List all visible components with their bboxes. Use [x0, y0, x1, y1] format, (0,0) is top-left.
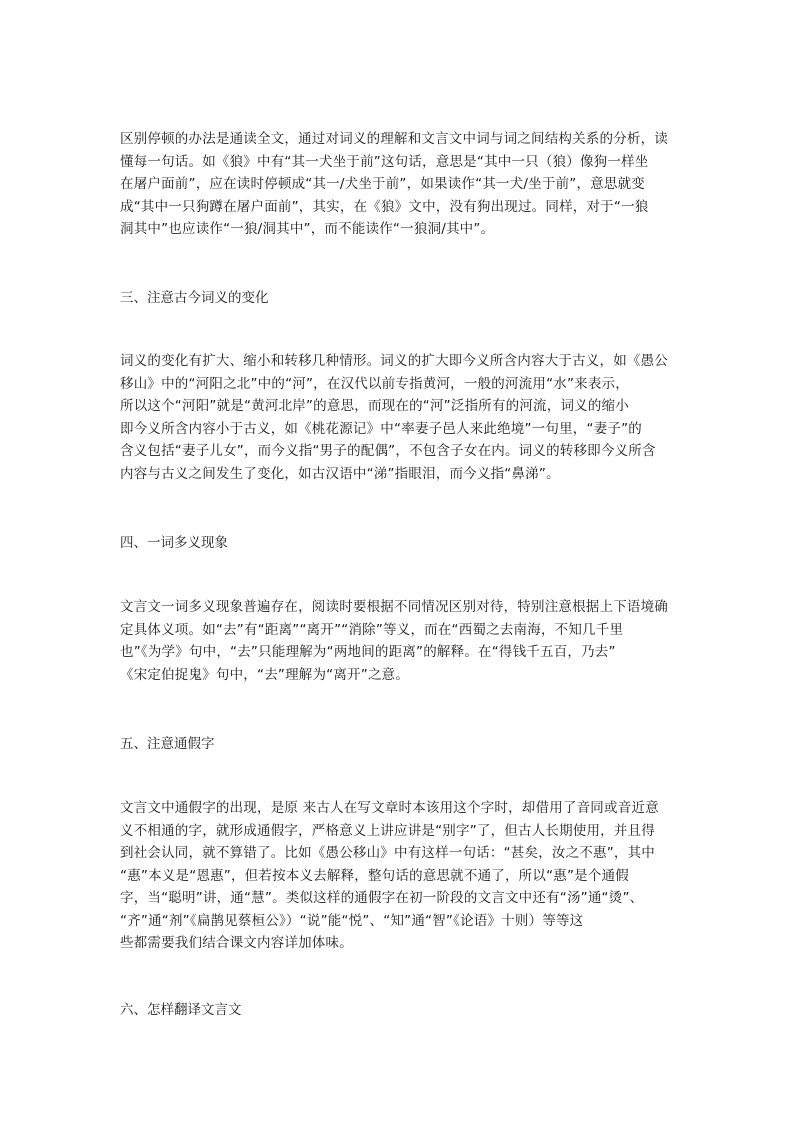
- text-line: “惠”本义是“恩惠”，但若按本义去解释，整句话的意思就不通了，所以“惠”是个通假: [120, 867, 629, 884]
- text-line: 字，当“聪明”讲，通“慧”。类似这样的通假字在初一阶段的文言文中还有“汤”通“烫”、: [120, 890, 644, 906]
- text-line: 区别停顿的办法是通读全文，通过对词义的理解和文言文中词与词之间结构关系的分析，读: [120, 131, 668, 147]
- text-line: 即今义所含内容小于古义，如《桃花源记》中“率妻子邑人来此绝境”一句里，“妻子”的: [120, 420, 642, 437]
- section-heading-5: 五、注意通假字: [120, 736, 215, 752]
- text-line: 内容与古义之间发生了变化，如古汉语中“涕”指眼泪，而今义指“鼻涕”。: [120, 465, 560, 482]
- text-line: 文言文一词多义现象普遍存在，阅读时要根据不同情况区别对待，特别注意根据上下语境确: [120, 599, 668, 615]
- text-line: 懂每一句话。如《狼》中有“其一犬坐于前”这句话，意思是“其中一只（狼）像狗一样坐: [120, 153, 649, 170]
- text-line: 成“其中一只狗蹲在屠户面前”，其实，在《狼》文中，没有狗出现过。同样，对于“一狼: [120, 198, 649, 215]
- paragraph-interchangeable-characters: [120, 797, 676, 955]
- section-heading-3: 三、注意古今词义的变化: [120, 290, 269, 306]
- text-line: “齐”通“剂”《扁鹊见蔡桓公》）“说”能“悦”、“知”通“智”《论语》十则）等等这: [120, 912, 584, 929]
- text-line: 移山》中的“河阳之北”中的“河”，在汉代以前专指黄河，一般的河流用“水”来表示，: [120, 375, 629, 392]
- text-line: 到社会认同，就不算错了。比如《愚公移山》中有这样一句话：“甚矣，汝之不惠”，其中: [120, 845, 655, 861]
- text-line: 些都需要我们结合课文内容详加体味。: [120, 935, 353, 951]
- paragraph-pause-reading: [120, 128, 676, 241]
- paragraph-polysemy: [120, 596, 676, 686]
- text-line: 义不相通的字，就形成通假字，严格意义上讲应讲是“别字”了，但古人长期使用，并且得: [120, 822, 655, 839]
- text-line: 定具体义项。如“去”有“距离”“离开”“消除”等义，而在“西蜀之去南海，不知几千里: [120, 621, 624, 638]
- text-line: 词义的变化有扩大、缩小和转移几种情形。词义的扩大即今义所含内容大于古义，如《愚公: [120, 353, 668, 369]
- text-line: 洞其中”也应读作“一狼/洞其中”，而不能读作“一狼洞/其中”。: [120, 221, 495, 237]
- section-heading-4: 四、一词多义现象: [120, 535, 228, 551]
- text-line: 文言文中通假字的出现，是原 来古人在写文章时本该用这个字时，却借用了音同或音近意: [120, 800, 659, 816]
- text-line: 所以这个“河阳”就是“黄河北岸”的意思，而现在的“河”泛指所有的河流，词义的缩小: [120, 398, 629, 414]
- text-line: 在屠户面前”，应在读时停顿成“其一/犬坐于前”，如果读作“其一犬/坐于前”，意思就变: [120, 176, 645, 192]
- text-line: 也”《为学》句中，“去”只能理解为“两地间的距离”的解释。在“得钱千五百，乃去”: [120, 644, 616, 660]
- paragraph-word-meaning-change: [120, 350, 676, 485]
- text-line: 含义包括“妻子儿女”，而今义指“男子的配偶”，不包含子女在内。词义的转移即今义所含: [120, 443, 656, 459]
- section-heading-6: 六、怎样翻译文言文: [120, 1002, 242, 1018]
- text-line: 《宋定伯捉鬼》句中，“去”理解为“离开”之意。: [120, 666, 410, 683]
